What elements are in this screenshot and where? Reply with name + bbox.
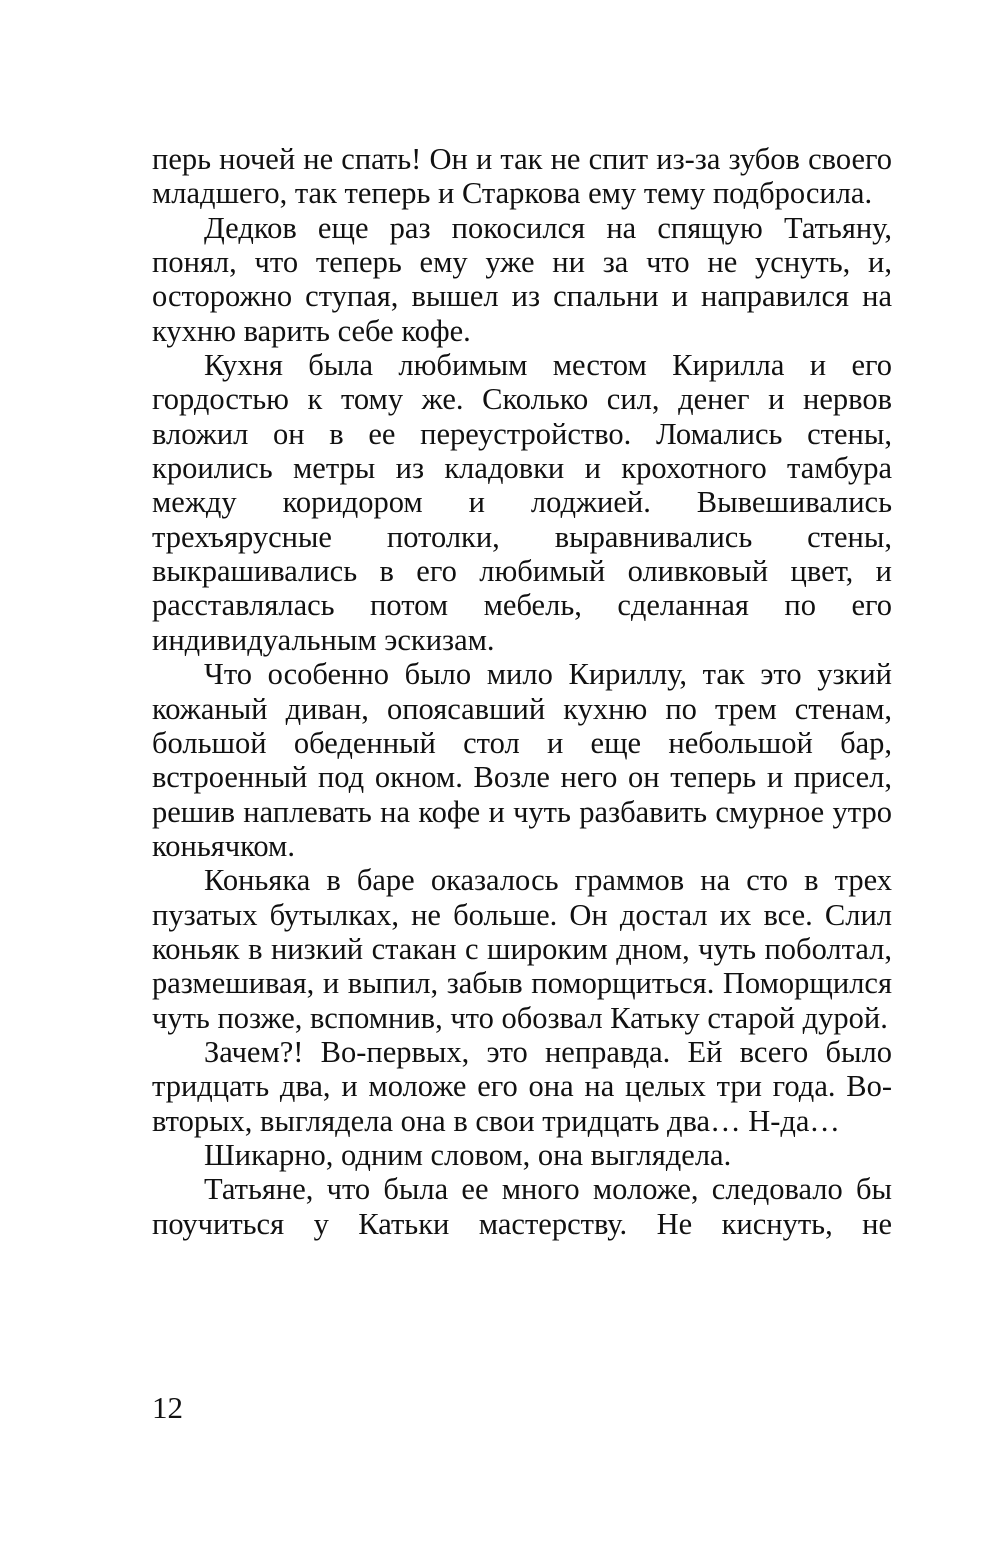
paragraph: Зачем?! Во-первых, это неправда. Ей всего было тридцать два, и моложе его она на целых три года. Во-вторых, выглядела она в свои тридцать два… Н-да…: [152, 1034, 892, 1138]
page-number: 12: [152, 1390, 183, 1425]
paragraph: Шикарно, одним словом, она выглядела.: [204, 1137, 732, 1172]
paragraph: Кухня была любимым местом Кирилла и его гордостью к тому же. Сколько сил, денег и нервов вложил он в ее переустройство. Ломались стены, кроились метры из кладовки и крохотного тамбура между коридором и лоджией. Вывешивались трехъярусные потолки, выравнивались стены, выкрашивались в его любимый оливковый цвет, и расставлялась потом мебель, сделанная по его индивидуальным эскизам.: [152, 348, 892, 657]
body-text: [152, 142, 892, 1241]
paragraph-continued: перь ночей не спать! Он и так не спит из-за зубов своего младшего, так теперь и Старкова ему тему подбросила.: [152, 142, 892, 211]
paragraph: Коньяка в баре оказалось граммов на сто в трех пузатых бутылках, не больше. Он достал их все. Слил коньяк в низкий стакан с широким дном, чуть поболтал, размешивая, и выпил, забыв поморщиться. Поморщился чуть позже, вспомнив, что обозвал Катьку старой дурой.: [152, 863, 892, 1035]
paragraph: Татьяне, что была ее много моложе, следовало бы поучиться у Катьки мастерству. Не киснуть, не: [152, 1172, 892, 1241]
paragraph: Что особенно было мило Кириллу, так это узкий кожаный диван, опоясавший кухню по трем стенам, большой обеденный стол и еще небольшой бар, встроенный под окном. Возле него он теперь и присел, решив наплевать на кофе и чуть разбавить смурное утро коньячком.: [152, 657, 892, 863]
paragraph: Дедков еще раз покосился на спящую Татьяну, понял, что теперь ему уже ни за что не уснуть, и, осторожно ступая, вышел из спальни и направился на кухню варить себе кофе.: [152, 210, 892, 348]
